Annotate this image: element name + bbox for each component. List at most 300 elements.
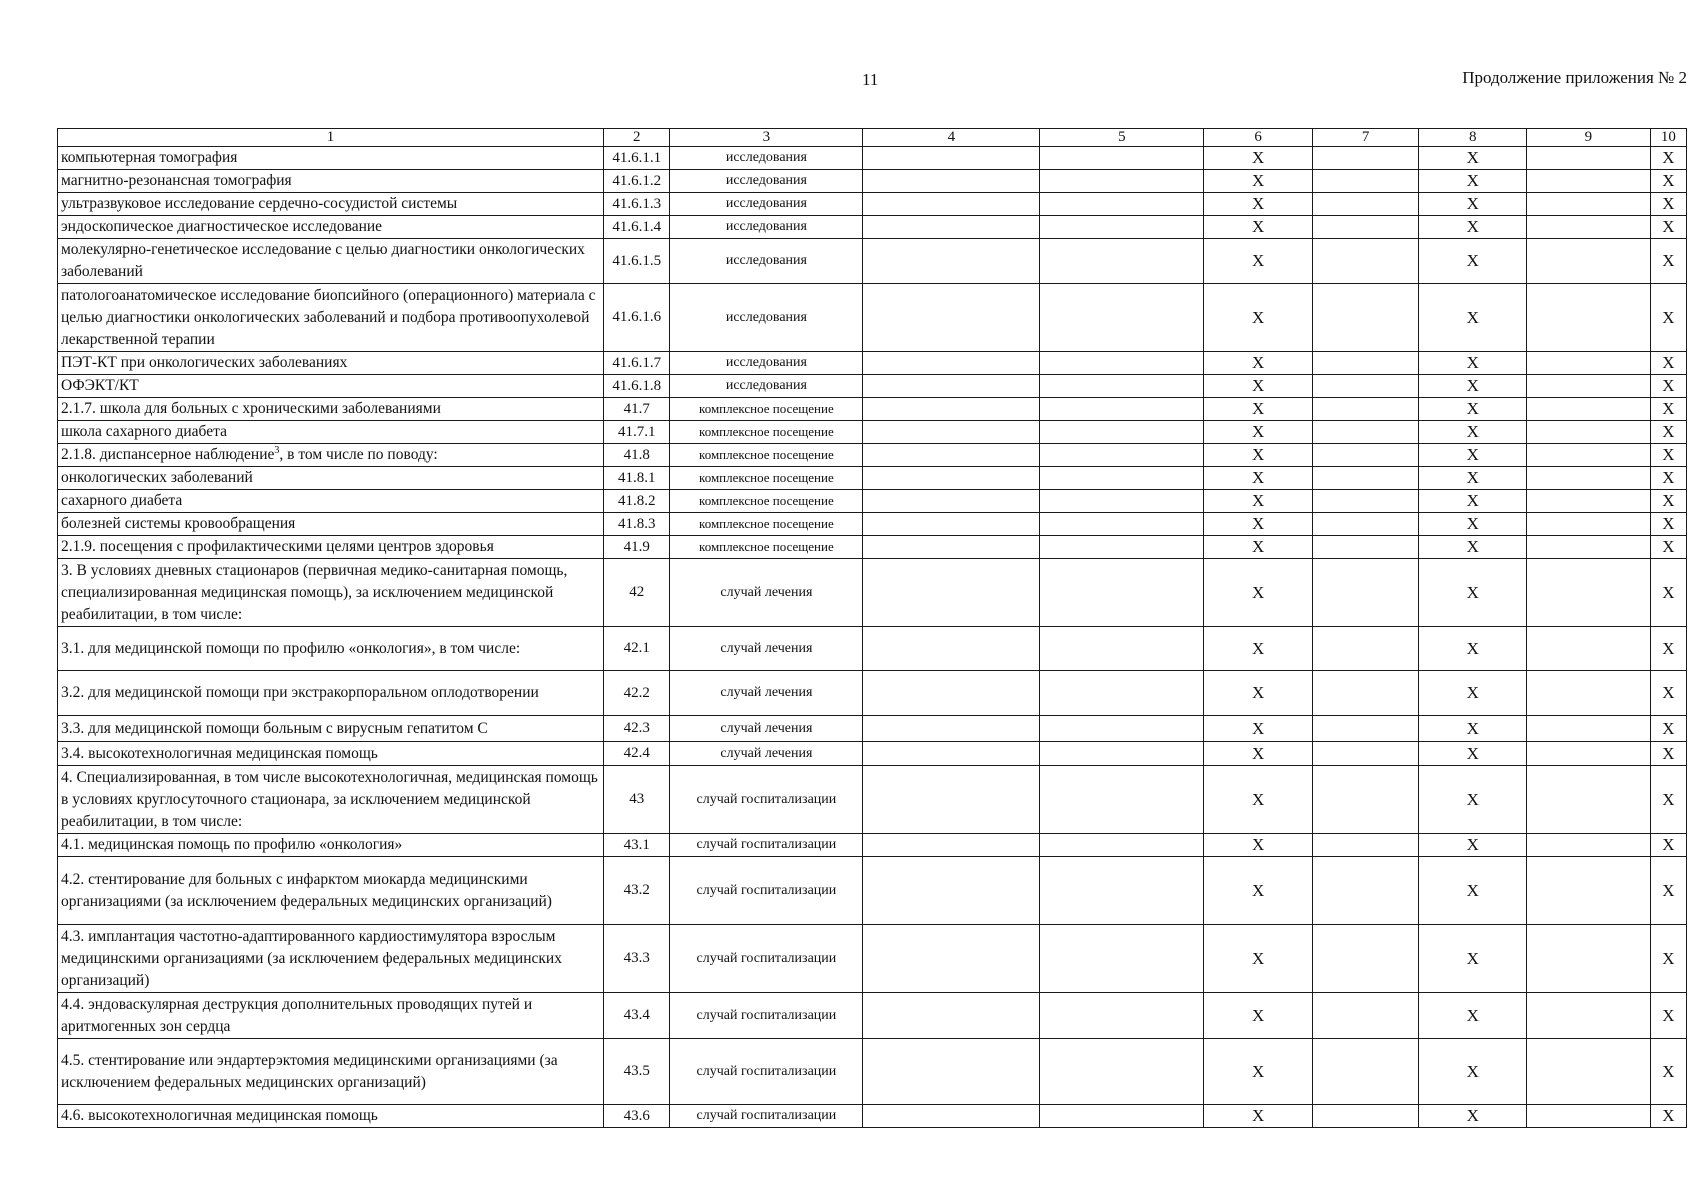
x-mark: X xyxy=(1204,766,1313,834)
empty-cell xyxy=(1527,1105,1651,1128)
empty-cell xyxy=(863,627,1040,671)
empty-cell xyxy=(1312,1039,1419,1105)
x-mark: X xyxy=(1650,239,1686,284)
row-name: 3.3. для медицинской помощи больным с вирусным гепатитом С xyxy=(58,716,604,742)
empty-cell xyxy=(1527,170,1651,193)
row-unit: случай госпитализации xyxy=(670,857,863,925)
empty-cell xyxy=(1527,627,1651,671)
table-row xyxy=(58,216,1687,239)
x-mark: X xyxy=(1419,766,1527,834)
empty-cell xyxy=(1040,834,1204,857)
row-name: 4.5. стентирование или эндартерэктомия медицинскими организациями (за исключением федеральных медицинских организаций) xyxy=(58,1039,604,1105)
row-name: ультразвуковое исследование сердечно-сосудистой системы xyxy=(58,193,604,216)
empty-cell xyxy=(1312,716,1419,742)
empty-cell xyxy=(1312,170,1419,193)
x-mark: X xyxy=(1204,513,1313,536)
empty-cell xyxy=(1312,193,1419,216)
empty-cell xyxy=(1040,193,1204,216)
row-name: 4.2. стентирование для больных с инфарктом миокарда медицинскими организациями (за исключением федеральных медицинских организаций) xyxy=(58,857,604,925)
column-header: 10 xyxy=(1650,129,1686,147)
empty-cell xyxy=(1040,375,1204,398)
empty-cell xyxy=(1527,513,1651,536)
empty-cell xyxy=(863,284,1040,352)
x-mark: X xyxy=(1650,398,1686,421)
x-mark: X xyxy=(1650,627,1686,671)
x-mark: X xyxy=(1204,993,1313,1039)
x-mark: X xyxy=(1650,671,1686,716)
row-code: 43 xyxy=(604,766,670,834)
column-header: 8 xyxy=(1419,129,1527,147)
row-code: 41.8.1 xyxy=(604,467,670,490)
x-mark: X xyxy=(1419,1039,1527,1105)
x-mark: X xyxy=(1650,375,1686,398)
x-mark: X xyxy=(1650,147,1686,170)
table-row xyxy=(58,398,1687,421)
x-mark: X xyxy=(1419,444,1527,467)
empty-cell xyxy=(1527,834,1651,857)
empty-cell xyxy=(1527,444,1651,467)
row-code: 41.6.1.7 xyxy=(604,352,670,375)
x-mark: X xyxy=(1650,284,1686,352)
empty-cell xyxy=(1312,993,1419,1039)
row-code: 41.8 xyxy=(604,444,670,467)
empty-cell xyxy=(1312,834,1419,857)
x-mark: X xyxy=(1419,742,1527,766)
table-row xyxy=(58,925,1687,993)
empty-cell xyxy=(1527,559,1651,627)
row-code: 42.2 xyxy=(604,671,670,716)
column-header: 9 xyxy=(1527,129,1651,147)
row-name: компьютерная томография xyxy=(58,147,604,170)
footnote-marker: 3 xyxy=(274,444,280,456)
empty-cell xyxy=(863,239,1040,284)
empty-cell xyxy=(1040,716,1204,742)
empty-cell xyxy=(1527,490,1651,513)
empty-cell xyxy=(863,834,1040,857)
empty-cell xyxy=(863,993,1040,1039)
empty-cell xyxy=(1040,857,1204,925)
empty-cell xyxy=(1040,536,1204,559)
empty-cell xyxy=(863,147,1040,170)
table-row xyxy=(58,513,1687,536)
row-name: 4. Специализированная, в том числе высокотехнологичная, медицинская помощь в условиях круглосуточного стационара, за исключением медицинской реабилитации, в том числе: xyxy=(58,766,604,834)
table-row xyxy=(58,147,1687,170)
empty-cell xyxy=(1312,467,1419,490)
row-unit: случай лечения xyxy=(670,742,863,766)
empty-cell xyxy=(863,467,1040,490)
table-row xyxy=(58,627,1687,671)
table-row xyxy=(58,239,1687,284)
x-mark: X xyxy=(1650,352,1686,375)
row-unit: исследования xyxy=(670,193,863,216)
x-mark: X xyxy=(1650,216,1686,239)
empty-cell xyxy=(1312,627,1419,671)
empty-cell xyxy=(863,421,1040,444)
row-name: 3.4. высокотехнологичная медицинская помощь xyxy=(58,742,604,766)
row-name: болезней системы кровообращения xyxy=(58,513,604,536)
empty-cell xyxy=(1040,1105,1204,1128)
empty-cell xyxy=(1040,467,1204,490)
row-unit: комплексное посещение xyxy=(670,444,863,467)
x-mark: X xyxy=(1204,925,1313,993)
empty-cell xyxy=(1527,766,1651,834)
row-name: 2.1.7. школа для больных с хроническими заболеваниями xyxy=(58,398,604,421)
x-mark: X xyxy=(1204,490,1313,513)
column-header: 2 xyxy=(604,129,670,147)
row-unit: комплексное посещение xyxy=(670,467,863,490)
row-name: 3.1. для медицинской помощи по профилю «онкология», в том числе: xyxy=(58,627,604,671)
empty-cell xyxy=(1312,147,1419,170)
empty-cell xyxy=(1312,559,1419,627)
empty-cell xyxy=(863,193,1040,216)
row-code: 41.6.1.8 xyxy=(604,375,670,398)
x-mark: X xyxy=(1419,193,1527,216)
row-code: 43.3 xyxy=(604,925,670,993)
empty-cell xyxy=(1527,284,1651,352)
x-mark: X xyxy=(1419,1105,1527,1128)
empty-cell xyxy=(1040,1039,1204,1105)
x-mark: X xyxy=(1204,627,1313,671)
table-row xyxy=(58,352,1687,375)
row-name: ПЭТ-КТ при онкологических заболеваниях xyxy=(58,352,604,375)
x-mark: X xyxy=(1419,857,1527,925)
empty-cell xyxy=(1527,375,1651,398)
x-mark: X xyxy=(1204,467,1313,490)
row-code: 41.6.1.3 xyxy=(604,193,670,216)
row-unit: комплексное посещение xyxy=(670,490,863,513)
x-mark: X xyxy=(1419,284,1527,352)
row-name xyxy=(58,444,604,467)
row-unit: случай лечения xyxy=(670,559,863,627)
x-mark: X xyxy=(1650,193,1686,216)
row-name: 2.1.9. посещения с профилактическими целями центров здоровья xyxy=(58,536,604,559)
empty-cell xyxy=(863,513,1040,536)
x-mark: X xyxy=(1204,216,1313,239)
x-mark: X xyxy=(1204,284,1313,352)
row-code: 43.4 xyxy=(604,993,670,1039)
empty-cell xyxy=(1040,925,1204,993)
table-row xyxy=(58,1039,1687,1105)
x-mark: X xyxy=(1419,490,1527,513)
row-code: 41.6.1.2 xyxy=(604,170,670,193)
table-row xyxy=(58,284,1687,352)
row-name: патологоанатомическое исследование биопсийного (операционного) материала с целью диагностики онкологических заболеваний и подбора противоопухолевой лекарственной терапии xyxy=(58,284,604,352)
x-mark: X xyxy=(1650,834,1686,857)
column-header: 4 xyxy=(863,129,1040,147)
row-name: 3. В условиях дневных стационаров (первичная медико-санитарная помощь, специализированная медицинская помощь), за исключением медицинской реабилитации, в том числе: xyxy=(58,559,604,627)
row-code: 41.6.1.5 xyxy=(604,239,670,284)
x-mark: X xyxy=(1650,1105,1686,1128)
empty-cell xyxy=(1040,490,1204,513)
row-code: 41.7.1 xyxy=(604,421,670,444)
x-mark: X xyxy=(1650,170,1686,193)
row-unit: случай лечения xyxy=(670,627,863,671)
column-header: 7 xyxy=(1312,129,1419,147)
row-name: ОФЭКТ/КТ xyxy=(58,375,604,398)
row-unit: исследования xyxy=(670,239,863,284)
row-code: 41.6.1.6 xyxy=(604,284,670,352)
table-row xyxy=(58,536,1687,559)
row-unit: исследования xyxy=(670,147,863,170)
row-name: молекулярно-генетическое исследование с целью диагностики онкологических заболеваний xyxy=(58,239,604,284)
table-row xyxy=(58,375,1687,398)
empty-cell xyxy=(1312,536,1419,559)
row-unit: комплексное посещение xyxy=(670,398,863,421)
empty-cell xyxy=(863,766,1040,834)
table-row xyxy=(58,170,1687,193)
empty-cell xyxy=(1312,857,1419,925)
empty-cell xyxy=(1527,993,1651,1039)
x-mark: X xyxy=(1204,239,1313,284)
x-mark: X xyxy=(1650,766,1686,834)
empty-cell xyxy=(863,742,1040,766)
x-mark: X xyxy=(1650,444,1686,467)
row-code: 43.6 xyxy=(604,1105,670,1128)
empty-cell xyxy=(1040,352,1204,375)
empty-cell xyxy=(1527,857,1651,925)
empty-cell xyxy=(1312,398,1419,421)
empty-cell xyxy=(1312,444,1419,467)
row-name-tail: , в том числе по поводу: xyxy=(279,446,438,463)
x-mark: X xyxy=(1204,352,1313,375)
x-mark: X xyxy=(1204,716,1313,742)
table-row xyxy=(58,834,1687,857)
x-mark: X xyxy=(1204,834,1313,857)
x-mark: X xyxy=(1419,716,1527,742)
empty-cell xyxy=(1040,742,1204,766)
row-code: 43.2 xyxy=(604,857,670,925)
row-name: эндоскопическое диагностическое исследование xyxy=(58,216,604,239)
empty-cell xyxy=(1312,421,1419,444)
row-unit: исследования xyxy=(670,170,863,193)
column-number-row xyxy=(58,129,1687,147)
x-mark: X xyxy=(1204,1039,1313,1105)
row-name: магнитно-резонансная томография xyxy=(58,170,604,193)
x-mark: X xyxy=(1650,536,1686,559)
empty-cell xyxy=(1312,284,1419,352)
x-mark: X xyxy=(1419,147,1527,170)
empty-cell xyxy=(1527,421,1651,444)
x-mark: X xyxy=(1419,993,1527,1039)
empty-cell xyxy=(1527,398,1651,421)
row-name: 4.6. высокотехнологичная медицинская помощь xyxy=(58,1105,604,1128)
empty-cell xyxy=(1040,671,1204,716)
row-code: 43.1 xyxy=(604,834,670,857)
empty-cell xyxy=(1312,490,1419,513)
row-code: 42.4 xyxy=(604,742,670,766)
x-mark: X xyxy=(1204,671,1313,716)
table-row xyxy=(58,742,1687,766)
x-mark: X xyxy=(1419,671,1527,716)
empty-cell xyxy=(863,398,1040,421)
x-mark: X xyxy=(1204,559,1313,627)
table-row xyxy=(58,490,1687,513)
x-mark: X xyxy=(1419,421,1527,444)
empty-cell xyxy=(1040,216,1204,239)
x-mark: X xyxy=(1650,467,1686,490)
row-unit: случай госпитализации xyxy=(670,925,863,993)
row-code: 41.8.3 xyxy=(604,513,670,536)
row-unit: случай лечения xyxy=(670,671,863,716)
table-row xyxy=(58,716,1687,742)
empty-cell xyxy=(1312,925,1419,993)
x-mark: X xyxy=(1419,398,1527,421)
x-mark: X xyxy=(1650,857,1686,925)
row-unit: случай госпитализации xyxy=(670,1039,863,1105)
empty-cell xyxy=(863,1105,1040,1128)
empty-cell xyxy=(1312,671,1419,716)
empty-cell xyxy=(1527,671,1651,716)
empty-cell xyxy=(1040,398,1204,421)
row-unit: случай госпитализации xyxy=(670,993,863,1039)
empty-cell xyxy=(863,536,1040,559)
x-mark: X xyxy=(1419,536,1527,559)
empty-cell xyxy=(1527,239,1651,284)
empty-cell xyxy=(1527,216,1651,239)
x-mark: X xyxy=(1419,627,1527,671)
table-row xyxy=(58,467,1687,490)
empty-cell xyxy=(1040,766,1204,834)
x-mark: X xyxy=(1650,993,1686,1039)
page-number: 11 xyxy=(862,70,879,89)
x-mark: X xyxy=(1419,513,1527,536)
empty-cell xyxy=(1312,216,1419,239)
empty-cell xyxy=(863,490,1040,513)
appendix-table xyxy=(57,128,1687,1128)
empty-cell xyxy=(863,857,1040,925)
empty-cell xyxy=(863,216,1040,239)
empty-cell xyxy=(1527,467,1651,490)
x-mark: X xyxy=(1204,421,1313,444)
empty-cell xyxy=(1040,444,1204,467)
empty-cell xyxy=(1312,513,1419,536)
empty-cell xyxy=(1312,375,1419,398)
column-header: 6 xyxy=(1204,129,1313,147)
row-unit: случай госпитализации xyxy=(670,766,863,834)
empty-cell xyxy=(1040,170,1204,193)
empty-cell xyxy=(1527,193,1651,216)
row-code: 42 xyxy=(604,559,670,627)
empty-cell xyxy=(1312,766,1419,834)
empty-cell xyxy=(863,716,1040,742)
empty-cell xyxy=(1527,742,1651,766)
row-unit: комплексное посещение xyxy=(670,536,863,559)
x-mark: X xyxy=(1204,742,1313,766)
x-mark: X xyxy=(1650,1039,1686,1105)
x-mark: X xyxy=(1650,559,1686,627)
table-body xyxy=(58,147,1687,1128)
x-mark: X xyxy=(1650,716,1686,742)
row-name: 4.1. медицинская помощь по профилю «онкология» xyxy=(58,834,604,857)
empty-cell xyxy=(1040,627,1204,671)
table-row xyxy=(58,1105,1687,1128)
row-unit: исследования xyxy=(670,352,863,375)
x-mark: X xyxy=(1204,375,1313,398)
empty-cell xyxy=(863,352,1040,375)
empty-cell xyxy=(1040,284,1204,352)
x-mark: X xyxy=(1650,742,1686,766)
x-mark: X xyxy=(1419,352,1527,375)
empty-cell xyxy=(863,375,1040,398)
row-name: онкологических заболеваний xyxy=(58,467,604,490)
empty-cell xyxy=(863,444,1040,467)
x-mark: X xyxy=(1419,375,1527,398)
row-name: сахарного диабета xyxy=(58,490,604,513)
x-mark: X xyxy=(1650,513,1686,536)
row-unit: комплексное посещение xyxy=(670,421,863,444)
x-mark: X xyxy=(1419,834,1527,857)
row-code: 41.9 xyxy=(604,536,670,559)
empty-cell xyxy=(1312,742,1419,766)
appendix-continuation-header: Продолжение приложения № 2 xyxy=(1462,68,1687,87)
empty-cell xyxy=(1312,352,1419,375)
x-mark: X xyxy=(1419,170,1527,193)
table-row xyxy=(58,766,1687,834)
row-code: 41.7 xyxy=(604,398,670,421)
row-name: 4.4. эндоваскулярная деструкция дополнительных проводящих путей и аритмогенных зон сердца xyxy=(58,993,604,1039)
x-mark: X xyxy=(1204,193,1313,216)
column-header: 1 xyxy=(58,129,604,147)
row-unit: случай госпитализации xyxy=(670,1105,863,1128)
row-unit: исследования xyxy=(670,284,863,352)
empty-cell xyxy=(1527,536,1651,559)
empty-cell xyxy=(1527,352,1651,375)
table-row xyxy=(58,671,1687,716)
empty-cell xyxy=(1040,993,1204,1039)
row-unit: случай лечения xyxy=(670,716,863,742)
table-row xyxy=(58,857,1687,925)
column-header: 3 xyxy=(670,129,863,147)
row-code: 41.6.1.4 xyxy=(604,216,670,239)
row-unit: исследования xyxy=(670,375,863,398)
row-name: 4.3. имплантация частотно-адаптированного кардиостимулятора взрослым медицинскими организациями (за исключением федеральных медицинских организаций) xyxy=(58,925,604,993)
row-code: 43.5 xyxy=(604,1039,670,1105)
empty-cell xyxy=(1040,239,1204,284)
x-mark: X xyxy=(1419,559,1527,627)
empty-cell xyxy=(1040,559,1204,627)
empty-cell xyxy=(1312,239,1419,284)
x-mark: X xyxy=(1419,239,1527,284)
empty-cell xyxy=(1527,1039,1651,1105)
row-code: 41.6.1.1 xyxy=(604,147,670,170)
table-row xyxy=(58,421,1687,444)
empty-cell xyxy=(1040,421,1204,444)
empty-cell xyxy=(1040,513,1204,536)
x-mark: X xyxy=(1204,398,1313,421)
x-mark: X xyxy=(1419,467,1527,490)
empty-cell xyxy=(1527,716,1651,742)
empty-cell xyxy=(1527,147,1651,170)
empty-cell xyxy=(863,559,1040,627)
row-name: 3.2. для медицинской помощи при экстракорпоральном оплодотворении xyxy=(58,671,604,716)
x-mark: X xyxy=(1650,490,1686,513)
x-mark: X xyxy=(1650,925,1686,993)
x-mark: X xyxy=(1419,925,1527,993)
x-mark: X xyxy=(1204,536,1313,559)
empty-cell xyxy=(863,671,1040,716)
x-mark: X xyxy=(1204,1105,1313,1128)
column-header: 5 xyxy=(1040,129,1204,147)
row-name: школа сахарного диабета xyxy=(58,421,604,444)
row-unit: случай госпитализации xyxy=(670,834,863,857)
row-unit: исследования xyxy=(670,216,863,239)
empty-cell xyxy=(863,925,1040,993)
row-name-text: 2.1.8. диспансерное наблюдение xyxy=(61,446,275,463)
empty-cell xyxy=(1527,925,1651,993)
empty-cell xyxy=(1040,147,1204,170)
table-row xyxy=(58,559,1687,627)
row-unit: комплексное посещение xyxy=(670,513,863,536)
